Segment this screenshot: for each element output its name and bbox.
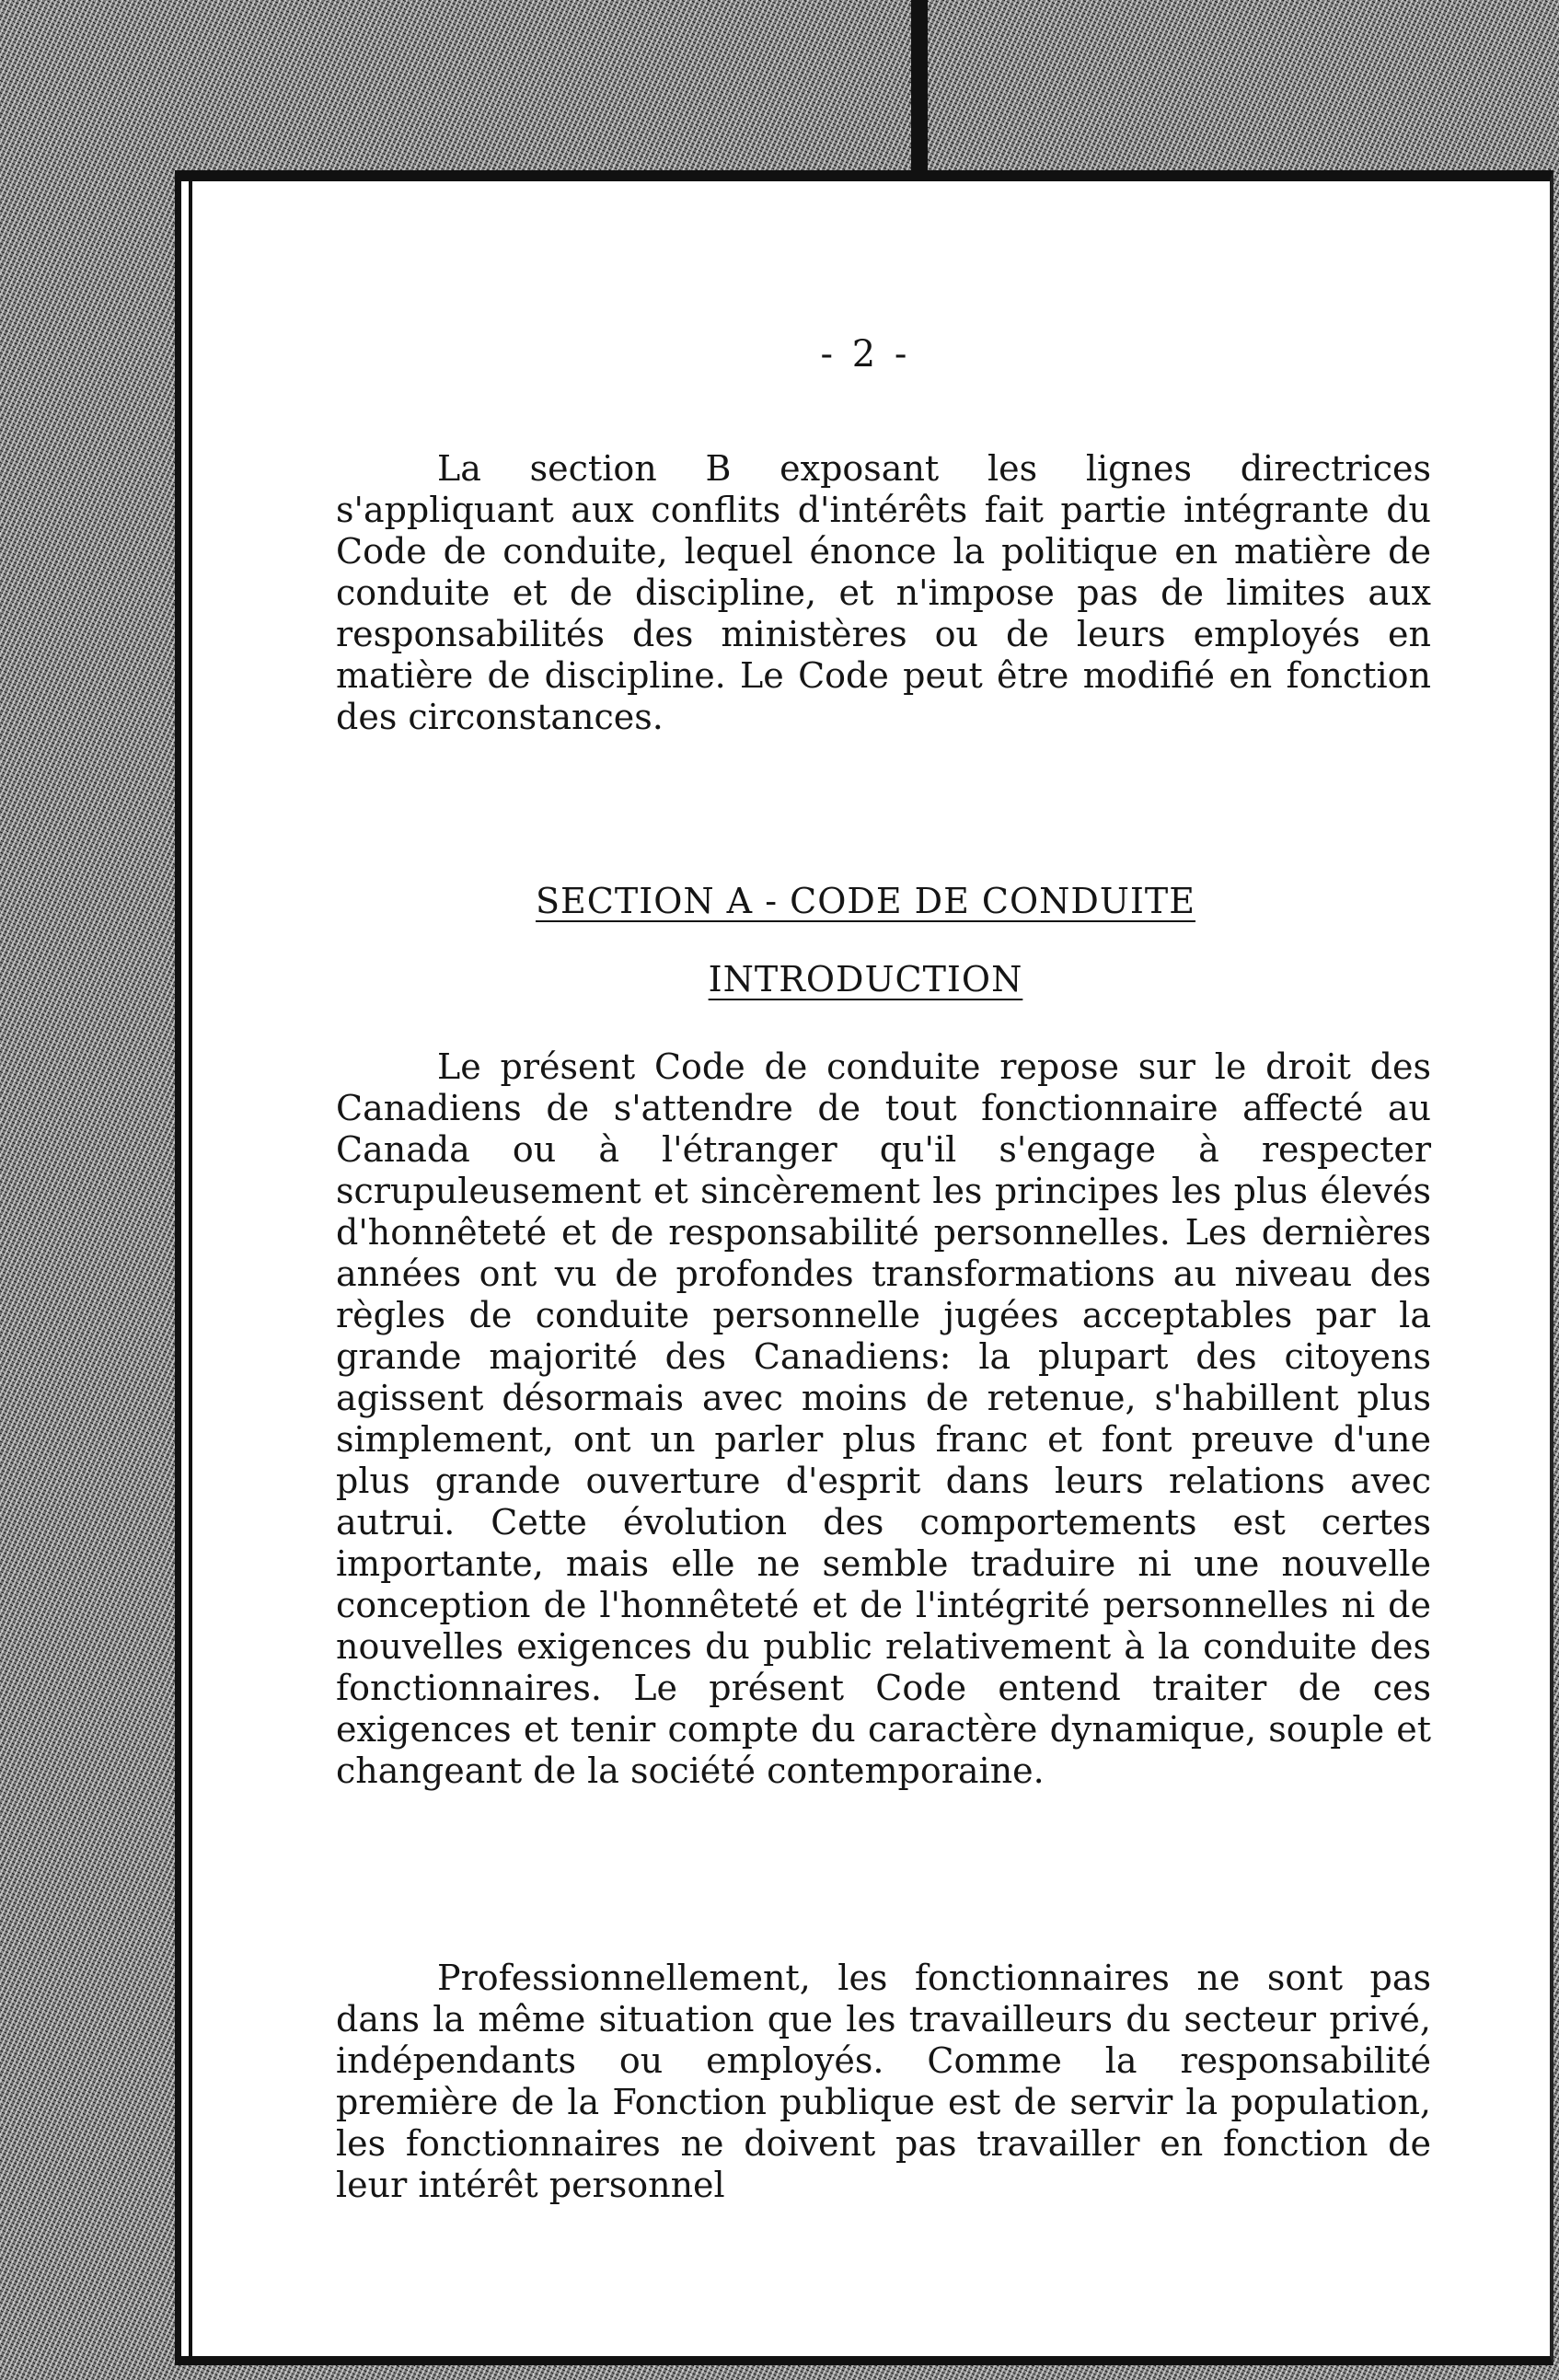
paragraph-introduction-body: Le présent Code de conduite repose sur le droit des Canadiens de s'attendre de tout fonctionnaire affecté au Canada ou à l'étranger qu'il s'engage à respecter scrupuleusement et sincèrement les principes les plus élevés d'honnêteté et de responsabilité personnelles. Les dernières années ont vu de profondes transformations au niveau des règles de conduite personnelle jugées acceptables par la grande majorité des Canadiens: la plupart des citoyens agissent désormais avec moins de retenue, s'habillent plus simplement, ont un parler plus franc et font preuve d'une plus grande ouverture d'esprit dans leurs relations avec autrui. Cette évolution des comportements est certes importante, mais elle ne semble traduire ni une nouvelle conception de l'honnêteté et de l'intégrité personnelles ni de nouvelles exigences du public relativement à la conduite des fonctionnaires. Le présent Code entend traiter de ces exigences et tenir compte du caractère dynamique, souple et changeant de la société contemporaine. — [336, 1046, 1431, 1791]
document-page — [175, 170, 1553, 2365]
paragraph-intro: La section B exposant les lignes directrices s'appliquant aux conflits d'intérêts fait partie intégrante du Code de conduite, lequel énonce la politique en matière de conduite et de discipline, et n'impose pas de limites aux responsabilités des ministères ou de leurs employés en matière de discipline. Le Code peut être modifié en fonction des circonstances. — [336, 448, 1431, 737]
section-heading-text: SECTION A - CODE DE CONDUITE — [536, 881, 1195, 921]
introduction-heading — [181, 959, 1550, 999]
introduction-heading-text: INTRODUCTION — [708, 959, 1023, 999]
section-heading — [181, 881, 1550, 921]
paragraph-professional: Professionnellement, les fonctionnaires ne sont pas dans la même situation que les travailleurs du secteur privé, indépendants ou employés. Comme la responsabilité première de la Fonction publique est de servir la population, les fonctionnaires ne doivent pas travailler en fonction de leur intérêt personnel — [336, 1958, 1431, 2205]
binder-divider — [911, 0, 928, 170]
page-number: - 2 - — [820, 333, 911, 375]
